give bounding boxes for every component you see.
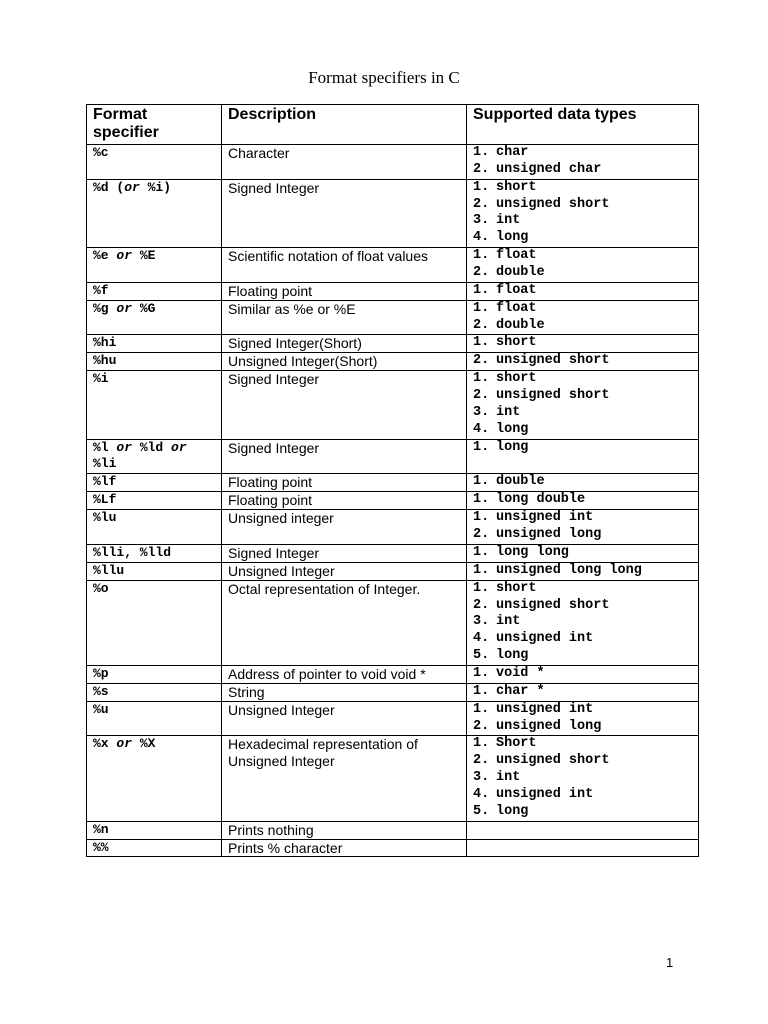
data-type-list: [473, 371, 692, 438]
format-specifier-cell: %g or %G: [87, 300, 222, 335]
description-cell: Signed Integer: [222, 179, 467, 247]
data-type-item: [473, 162, 692, 179]
data-type-list: [473, 736, 692, 820]
data-type-item: [473, 753, 692, 770]
table-row: [87, 683, 699, 701]
data-type-item: [473, 545, 692, 562]
description-cell: Floating point: [222, 282, 467, 300]
list-number: 2.: [473, 161, 490, 177]
list-number: 2.: [473, 353, 490, 369]
table-row: [87, 248, 699, 283]
data-type-list: [473, 474, 692, 491]
description-cell: Floating point: [222, 492, 467, 510]
list-number: 1.: [473, 248, 490, 264]
data-type-item: [473, 492, 692, 509]
table-row: [87, 439, 699, 474]
list-number: 3.: [473, 404, 490, 420]
data-type-item: [473, 804, 692, 821]
data-type-item: [473, 180, 692, 197]
supported-types-cell: [467, 335, 699, 353]
format-specifier-cell: %hi: [87, 335, 222, 353]
format-specifier-cell: %i: [87, 371, 222, 439]
table-row: [87, 492, 699, 510]
format-specifier-cell: %l or %ld or %li: [87, 439, 222, 474]
header-supported-data-types: Supported data types: [467, 105, 699, 145]
list-number: 1.: [473, 300, 490, 316]
description-cell: String: [222, 683, 467, 701]
supported-types-cell: [467, 821, 699, 839]
data-type-item: [473, 563, 692, 580]
data-type-list: [473, 510, 692, 544]
format-specifier-cell: %u: [87, 701, 222, 736]
list-number: 1.: [473, 665, 490, 681]
supported-types-cell: [467, 510, 699, 545]
supported-types-cell: [467, 474, 699, 492]
table-row: [87, 510, 699, 545]
data-type-item: [473, 474, 692, 491]
table-row: [87, 353, 699, 371]
data-type-label: char *: [496, 683, 545, 699]
table-row: [87, 335, 699, 353]
data-type-label: long: [496, 230, 529, 246]
description-cell: Scientific notation of float values: [222, 248, 467, 283]
table-row: [87, 300, 699, 335]
data-type-item: [473, 265, 692, 282]
data-type-label: short: [496, 371, 537, 387]
list-number: 4.: [473, 230, 490, 246]
list-number: 1.: [473, 562, 490, 578]
data-type-item: [473, 719, 692, 736]
table-row: [87, 371, 699, 439]
supported-types-cell: [467, 736, 699, 821]
format-specifier-cell: %s: [87, 683, 222, 701]
list-number: 2.: [473, 753, 490, 769]
data-type-item: [473, 614, 692, 631]
description-cell: Octal representation of Integer.: [222, 580, 467, 665]
data-type-item: [473, 581, 692, 598]
table-row: [87, 145, 699, 180]
supported-types-cell: [467, 701, 699, 736]
list-number: 2.: [473, 264, 490, 280]
list-number: 1.: [473, 510, 490, 526]
table-row: [87, 179, 699, 247]
data-type-list: [473, 840, 692, 857]
format-specifier-cell: %lf: [87, 474, 222, 492]
format-specifier-cell: %c: [87, 145, 222, 180]
list-number: 1.: [473, 439, 490, 455]
description-cell: Address of pointer to void void *: [222, 665, 467, 683]
data-type-item: [473, 230, 692, 247]
data-type-label: double: [496, 474, 545, 490]
supported-types-cell: [467, 371, 699, 439]
data-type-label: void *: [496, 665, 545, 681]
data-type-item: [473, 648, 692, 665]
data-type-label: unsigned short: [496, 388, 610, 403]
data-type-item: [473, 318, 692, 335]
data-type-item: [473, 527, 692, 544]
list-number: 2.: [473, 597, 490, 613]
data-type-list: [473, 353, 692, 370]
description-cell: Unsigned Integer(Short): [222, 353, 467, 371]
list-number: 2.: [473, 527, 490, 542]
data-type-label: short: [496, 580, 537, 596]
data-type-label: float: [496, 300, 537, 316]
list-number: 3.: [473, 213, 490, 229]
list-number: 1.: [473, 683, 490, 699]
data-type-item: [473, 422, 692, 439]
data-type-label: char: [496, 145, 529, 160]
table-row: [87, 821, 699, 839]
description-cell: Hexadecimal representation of Unsigned Integer: [222, 736, 467, 821]
data-type-list: [473, 335, 692, 352]
data-type-label: int: [496, 614, 521, 630]
data-type-label: unsigned int: [496, 631, 594, 647]
table-header-row: [87, 105, 699, 145]
format-specifier-cell: %d (or %i): [87, 179, 222, 247]
list-number: 2.: [473, 317, 490, 333]
data-type-list: [473, 440, 692, 457]
format-specifier-cell: %lu: [87, 510, 222, 545]
format-specifier-cell: %hu: [87, 353, 222, 371]
format-specifier-cell: %p: [87, 665, 222, 683]
data-type-label: long double: [496, 492, 586, 508]
data-type-list: [473, 563, 692, 580]
header-format-specifier: Format specifier: [87, 105, 222, 145]
list-number: 5.: [473, 803, 490, 819]
supported-types-cell: [467, 839, 699, 857]
list-number: 4.: [473, 421, 490, 437]
supported-types-cell: [467, 282, 699, 300]
data-type-item: [473, 388, 692, 405]
data-type-label: unsigned long long: [496, 562, 642, 578]
data-type-list: [473, 684, 692, 701]
table-row: [87, 580, 699, 665]
data-type-item: [473, 405, 692, 422]
list-number: 5.: [473, 648, 490, 664]
data-type-item: [473, 248, 692, 265]
data-type-label: int: [496, 404, 521, 420]
list-number: 1.: [473, 544, 490, 560]
data-type-item: [473, 598, 692, 615]
data-type-item: [473, 440, 692, 457]
data-type-list: [473, 248, 692, 282]
list-number: 1.: [473, 145, 490, 160]
description-cell: Signed Integer: [222, 544, 467, 562]
format-specifier-cell: %o: [87, 580, 222, 665]
data-type-list: [473, 283, 692, 300]
data-type-item: [473, 301, 692, 318]
table-row: [87, 544, 699, 562]
table-row: [87, 839, 699, 857]
data-type-label: float: [496, 248, 537, 264]
table-body: [87, 145, 699, 857]
data-type-list: [473, 492, 692, 509]
table-row: [87, 665, 699, 683]
data-type-item: [473, 283, 692, 300]
list-number: 3.: [473, 770, 490, 786]
page-title: Format specifiers in C: [308, 68, 460, 87]
description-cell: Floating point: [222, 474, 467, 492]
format-specifier-cell: %n: [87, 821, 222, 839]
data-type-label: unsigned int: [496, 786, 594, 802]
list-number: 1.: [473, 736, 490, 752]
list-number: 1.: [473, 282, 490, 298]
data-type-label: short: [496, 179, 537, 195]
table-row: [87, 701, 699, 736]
data-type-list: [473, 822, 692, 839]
list-number: 4.: [473, 786, 490, 802]
list-number: 1.: [473, 492, 490, 508]
supported-types-cell: [467, 145, 699, 180]
description-cell: Unsigned Integer: [222, 562, 467, 580]
data-type-list: [473, 702, 692, 736]
format-specifier-cell: %f: [87, 282, 222, 300]
description-cell: Unsigned integer: [222, 510, 467, 545]
supported-types-cell: [467, 300, 699, 335]
list-number: 2.: [473, 196, 490, 212]
list-number: 1.: [473, 371, 490, 387]
list-number: 3.: [473, 614, 490, 630]
data-type-item: [473, 702, 692, 719]
supported-types-cell: [467, 179, 699, 247]
list-number: 1.: [473, 335, 490, 351]
data-type-item: [473, 666, 692, 683]
data-type-label: double: [496, 264, 545, 280]
format-specifier-cell: %%: [87, 839, 222, 857]
data-type-item: [473, 684, 692, 701]
data-type-list: [473, 145, 692, 179]
data-type-item: [473, 510, 692, 527]
supported-types-cell: [467, 439, 699, 474]
list-number: 2.: [473, 718, 490, 734]
format-specifier-table: [86, 104, 699, 857]
data-type-item: [473, 213, 692, 230]
list-number: 4.: [473, 631, 490, 647]
format-specifier-cell: %e or %E: [87, 248, 222, 283]
data-type-item: [473, 787, 692, 804]
data-type-list: [473, 301, 692, 335]
page-number: 1: [666, 955, 674, 970]
data-type-label: unsigned short: [496, 353, 610, 369]
data-type-list: [473, 666, 692, 683]
description-cell: Prints % character: [222, 839, 467, 857]
data-type-item: [473, 770, 692, 787]
data-type-label: unsigned char: [496, 161, 602, 177]
data-type-item: [473, 335, 692, 352]
data-type-item: [473, 736, 692, 753]
supported-types-cell: [467, 492, 699, 510]
data-type-label: long: [496, 421, 529, 437]
data-type-item: [473, 371, 692, 388]
supported-types-cell: [467, 353, 699, 371]
table-row: [87, 282, 699, 300]
description-cell: Signed Integer: [222, 439, 467, 474]
data-type-label: unsigned short: [496, 196, 610, 212]
data-type-label: long long: [496, 544, 569, 560]
description-cell: Character: [222, 145, 467, 180]
data-type-list: [473, 180, 692, 247]
data-type-item: [473, 197, 692, 214]
description-cell: Signed Integer(Short): [222, 335, 467, 353]
list-number: 1.: [473, 474, 490, 490]
list-number: 1.: [473, 580, 490, 596]
list-number: 1.: [473, 701, 490, 717]
description-cell: Similar as %e or %E: [222, 300, 467, 335]
table-row: [87, 736, 699, 821]
data-type-label: float: [496, 282, 537, 298]
data-type-label: long: [496, 439, 529, 455]
format-specifier-cell: %lli, %lld: [87, 544, 222, 562]
list-number: 1.: [473, 179, 490, 195]
data-type-item: [473, 145, 692, 162]
description-cell: Prints nothing: [222, 821, 467, 839]
data-type-label: long: [496, 803, 529, 819]
data-type-item: [473, 631, 692, 648]
data-type-label: int: [496, 770, 521, 786]
supported-types-cell: [467, 665, 699, 683]
data-type-label: long: [496, 648, 529, 664]
supported-types-cell: [467, 562, 699, 580]
data-type-label: short: [496, 335, 537, 351]
data-type-label: unsigned int: [496, 510, 594, 526]
format-specifier-cell: %Lf: [87, 492, 222, 510]
description-cell: Signed Integer: [222, 371, 467, 439]
table-row: [87, 562, 699, 580]
supported-types-cell: [467, 248, 699, 283]
data-type-label: double: [496, 317, 545, 333]
data-type-label: unsigned short: [496, 597, 610, 613]
header-description: Description: [222, 105, 467, 145]
supported-types-cell: [467, 683, 699, 701]
format-specifier-cell: %x or %X: [87, 736, 222, 821]
description-cell: Unsigned Integer: [222, 701, 467, 736]
data-type-list: [473, 545, 692, 562]
data-type-list: [473, 581, 692, 665]
data-type-label: Short: [496, 736, 537, 752]
supported-types-cell: [467, 580, 699, 665]
data-type-label: unsigned long: [496, 527, 602, 542]
format-specifier-cell: %llu: [87, 562, 222, 580]
data-type-label: unsigned long: [496, 718, 602, 734]
supported-types-cell: [467, 544, 699, 562]
table-row: [87, 474, 699, 492]
data-type-item: [473, 353, 692, 370]
list-number: 2.: [473, 388, 490, 403]
data-type-label: unsigned int: [496, 701, 594, 717]
data-type-label: int: [496, 213, 521, 229]
data-type-label: unsigned short: [496, 753, 610, 769]
